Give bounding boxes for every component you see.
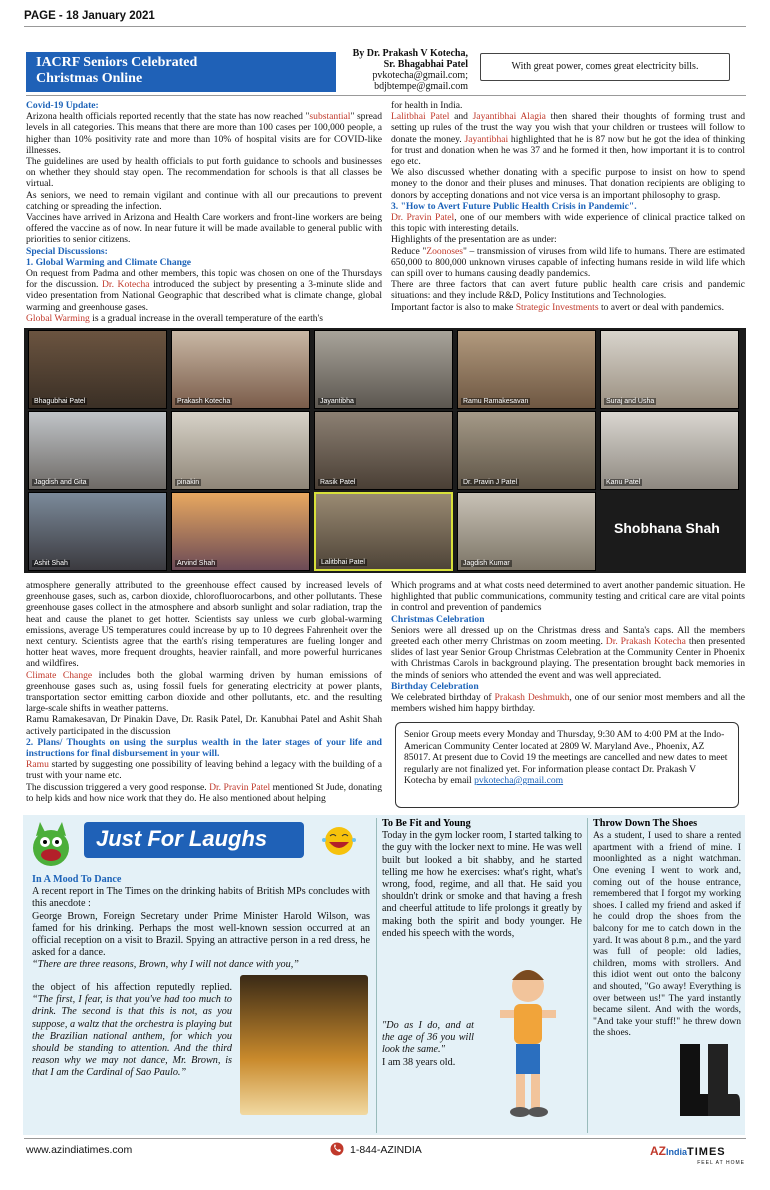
gw-paragraph-2: Global Warming is a gradual increase in the overall temperature of the earth's (26, 312, 324, 324)
laughs-banner: Just For Laughs (84, 822, 304, 858)
byline-email-2: bdjbtempe@gmail.com (374, 81, 468, 92)
monster-icon (26, 818, 76, 868)
pandemic-paragraph-3: Reduce "Zoonoses" – transmission of viruses from wild life to humans. There are estimated 650,000 to 800,000 unknown viruses capable of infecting humans reside in wild life which can spill over to humans causing deadly pandemics. (391, 245, 745, 280)
christmas-paragraph: Seniors were all dressed up on the Christmas dress and Santa's caps. All the members greeted each other merry Christmas on zoom meeting. Dr. Prakash Kotecha then presented slides of last year Senior Group Christmas Celebration at the Community Center in Phoenix with Christmas Carols in background playing. The presentation brought back memories in the minds of seniors who attended the event and was well appreciated. (391, 624, 746, 681)
trust-paragraph-2: Lalitbhai Patel and Jayantibhai Alagia then shared their thoughts of forming trust and setting up rules of the trust the way you wish that your children or trustees will follow to donate the money. Jayantibhai highlighted that he is 87 now but he got the idea of thinking for trust and donation when he was 37 and he formed it then, how important it is to control ego etc. (391, 111, 745, 168)
page-label: PAGE - 18 January 2021 (24, 10, 155, 22)
climate-paragraph-1: atmosphere generally attributed to the greenhouse effect caused by increased levels of greenhouse gases, such as, carbon dioxide, chlorofluorocarbons, and other pollutants. These greenhouse gases collect in the atmosphere and absorb sunlight and solar radiation, trap the heat and cause the planet to get hotter. Scientists say unless we curb global-warming emissions, average US temperatures could increase by up to 10 degrees Fahrenheit over the next century. Scientists agree that the earth's rising temperatures are fueling longer and hotter heat waves, more frequent droughts, heavier rainfall, and more powerful hurricanes and wildfires. (26, 580, 382, 670)
mood-paragraph-2: George Brown, Foreign Secretary under Prime Minister Harold Wilson, was famed for his drinking. Perhaps the most well-known session occurred at an official reception on a visit to Brazil. Spying an attractive person in a red dress, he asked for a dance. (32, 910, 370, 959)
birthday-paragraph: We celebrated birthday of Prakash Deshmukh, one of our senior most members and all the members wished him happy birthday. (391, 692, 746, 715)
participant-tile: Rasik Patel (314, 411, 453, 490)
laughs-divider-1 (376, 818, 377, 1133)
participant-tile: Ashit Shah (28, 492, 167, 571)
birthday-heading: Birthday Celebration (391, 680, 479, 692)
byline-author-1: By Dr. Prakash V Kotecha, (352, 48, 468, 59)
global-warming-heading: 1. Global Warming and Climate Change (26, 256, 192, 268)
christmas-heading: Christmas Celebration (391, 613, 485, 625)
participant-tile: Suraj and Usha (600, 330, 739, 409)
column-celebration (391, 580, 745, 714)
highlight-substantial: substantial (309, 111, 351, 123)
covid-paragraph-4: Vaccines have arrived in Arizona and Health Care workers and front-line workers are being offered the vaccine as of now. In near future it will be made available to general public with priorities to senior citizens. (26, 212, 382, 246)
participant-tile: Prakash Kotecha (171, 330, 310, 409)
footer-divider (24, 1138, 746, 1139)
climate-paragraph-2: Climate Change includes both the global warming driven by human emissions of greenhouse gases such as, using fossil fuels for generating electricity at power plants, transportation sector emitting carbon dioxide and other pollutants, etc. and the resulting large-scale shifts in weather patterns. (26, 669, 382, 715)
pandemic-paragraph-4: There are three factors that can avert future public health care crisis and pandemic situations: and they include R&D, Policy Institutions and Technologies. (391, 279, 745, 302)
climate-paragraph-3: Ramu Ramakesavan, Dr Pinakin Dave, Dr. Rasik Patel, Dr. Kanubhai Patel and Ashit Shah actively participated in the discussion (26, 714, 382, 737)
mood-to-dance-story (32, 874, 370, 972)
mood-quote-1: “There are three reasons, Brown, why I will not dance with you,” (32, 959, 299, 971)
column-trust (391, 100, 745, 313)
wealth-paragraph-1: Ramu started by suggesting one possibility of leaving behind a legacy with the building of a trust with your name etc. (26, 759, 382, 782)
pandemic-paragraph-2: Highlights of the presentation are as under: (391, 234, 557, 246)
participant-tile: Lalitbhai Patel (314, 492, 453, 571)
phone-icon (330, 1142, 344, 1156)
speaker-name-label: Shobhana Shah (600, 492, 739, 571)
pandemic-paragraph-5: Important factor is also to make Strategic Investments to avert or deal with pandemics. (391, 301, 725, 313)
website-link[interactable]: www.azindiatimes.com (26, 1144, 133, 1156)
covid-paragraph-1: Arizona health officials reported recently that the state has now reached "substantial" spread levels in all categories. This means that there are more than 100 cases per 100,000 people, a higher than 10% positivity rate and more than 10% of hospital visits are for COVID-like illnesses. (26, 111, 382, 156)
byline (338, 48, 468, 92)
cartoon-man-image (480, 960, 576, 1120)
fit-and-young-story (382, 818, 582, 940)
covid-paragraph-3: As seniors, we need to remain vigilant and continue with all our precautions to prevent catching or spreading the infection. (26, 189, 382, 212)
laughs-divider-2 (587, 818, 588, 1133)
article-title (26, 52, 336, 92)
laughing-face-icon (318, 826, 360, 856)
participant-tile: Arvind Shah (171, 492, 310, 571)
az-india-times-logo: AZIndiaTIMES FEEL AT HOME (650, 1144, 745, 1166)
byline-email-1: pvkotecha@gmail.com; (372, 70, 468, 81)
gw-paragraph-1: On request from Padma and other members, this topic was chosen on one of the Thursdays for the discussion. Dr. Kotecha introduced the subject by presenting a 3-minute slide and video presentation from National Geographic that described what is climate change, global warming and greenhouse gases. (26, 268, 382, 313)
participant-tile: Jayantibha (314, 330, 453, 409)
trust-paragraph-1: for health in India. (391, 100, 463, 111)
zoom-meeting-photo (24, 328, 746, 573)
boots-image (672, 1040, 742, 1120)
column-covid (26, 100, 382, 324)
participant-tile: Kanu Patel (600, 411, 739, 490)
senior-group-info-box: Senior Group meets every Monday and Thursday, 9:30 AM to 4:00 PM at the Indo-American Community Center located at 2809 W. Maryland Ave., Phoenix, AZ 85017. At present due to Covid 19 the meetings are cancelled and new dates to meet regularly are not finalized yet. For information please contact Dr. Prakash V Kotecha by email pvkotecha@gmail.com (395, 722, 739, 808)
column-climate (26, 580, 382, 804)
participant-tile: Dr. Pravin J Patel (457, 411, 596, 490)
participant-tile: Jagdish and Gita (28, 411, 167, 490)
covid-paragraph-2: The guidelines are used by health officials to put forth guidance to schools and businesses on whether they should stay open. The recommendation for schools is that all classes be virtual. (26, 156, 382, 190)
celebration-paragraph-1: Which programs and at what costs need determined to avert another pandemic situation. He highlighted that public communications, community testing and critical care are vital points in control and prevention of pandemics (391, 580, 745, 614)
covid-heading: Covid-19 Update: (26, 100, 99, 111)
pandemic-heading: 3. "How to Avert Future Public Health Crisis in Pandemic". (391, 200, 637, 212)
header-divider (24, 26, 746, 27)
fit-title: To Be Fit and Young (382, 818, 471, 829)
whisky-glasses-image (240, 975, 368, 1115)
pandemic-paragraph-1: Dr. Pravin Patel, one of our members with wide experience of clinical practice talked on this topic with interesting details. (391, 212, 745, 235)
contact-email-link[interactable]: pvkotecha@gmail.com (474, 775, 564, 786)
shoes-paragraph: As a student, I used to share a rented apartment with a friend of mine. I moonlighted as a night watchman. One evening I went to work and, coming out of the house entrance, remembered that I forgot my working shoes. I called my friend and asked if he could drop the shoes from the balcony for me to catch down in the yard. It was about 8 p.m., and the yard was full of people: old ladies, children, moms with strollers. And this idiot went out onto the balcony and shouted, "Go away! Everything is over between us!" The yard instantly became silent. And with the words, "And take your stuff!" he threw down the shoes. (593, 830, 741, 1039)
quote-box: With great power, comes great electricity bills. (480, 53, 730, 81)
fit-paragraph: Today in the gym locker room, I started talking to the guy with the locker next to mine. He was well built but looked a bit shabby, and he started telling me how he exercises: what's right, what's wrong, food, regime, and all that. He said you shouldn't drink or smoke and that having a fresh and cheerful attitude to life prolongs it greatly by making both the spirit and body younger. He ended his speech with the words, (382, 830, 582, 939)
trust-paragraph-3: We also discussed whether donating with a specific purpose to insist on how to spend money to the donor and their pluses and minuses. That donation recipients are obliging to donors by accepting donations and not vice versa is an important philosophy to grasp. (391, 167, 745, 201)
title-divider (26, 95, 746, 96)
mood-paragraph-1: A recent report in The Times on the drinking habits of British MPs concludes with this anecdote : (32, 886, 370, 910)
participant-tile: Bhagubhai Patel (28, 330, 167, 409)
byline-author-2: Sr. Bhagabhai Patel (383, 59, 468, 70)
fit-closing: I am 38 years old. (382, 1056, 456, 1068)
participant-tile: pinakin (171, 411, 310, 490)
mood-title: In A Mood To Dance (32, 874, 122, 885)
mood-reply: the object of his affection reputedly replied. “The first, I fear, is that you've had too much to drink. The second is that this is not, as you suppose, a waltz that the orchestra is playing but the Brazilian national anthem, for which you should be standing to attention. And the third reason why we may not dance, Mr. Brown, is that I am the Cardinal of Sao Paulo.” (32, 982, 232, 1079)
throw-shoes-story (593, 818, 741, 1039)
phone-number: 1-844-AZINDIA (350, 1144, 422, 1156)
participant-tile: Ramu Ramakesavan (457, 330, 596, 409)
special-discussions-heading: Special Discussions: (26, 245, 108, 257)
participant-tile: Jagdish Kumar (457, 492, 596, 571)
fit-quote: "Do as I do, and at the age of 36 you will look the same." I am 38 years old. (382, 1020, 474, 1068)
title-line-1: IACRF Seniors Celebrated (36, 55, 198, 70)
wealth-paragraph-2: The discussion triggered a very good response. Dr. Pravin Patel mentioned St Jude, donating to help kids and how nice work that they do. He also mentioned about helping (26, 781, 382, 804)
shoes-title: Throw Down The Shoes (593, 818, 698, 829)
title-line-2: Christmas Online (36, 71, 143, 86)
wealth-heading: 2. Plans/ Thoughts on using the surplus wealth in the later stages of your life and instructions for final disbursement in your will. (26, 736, 382, 760)
